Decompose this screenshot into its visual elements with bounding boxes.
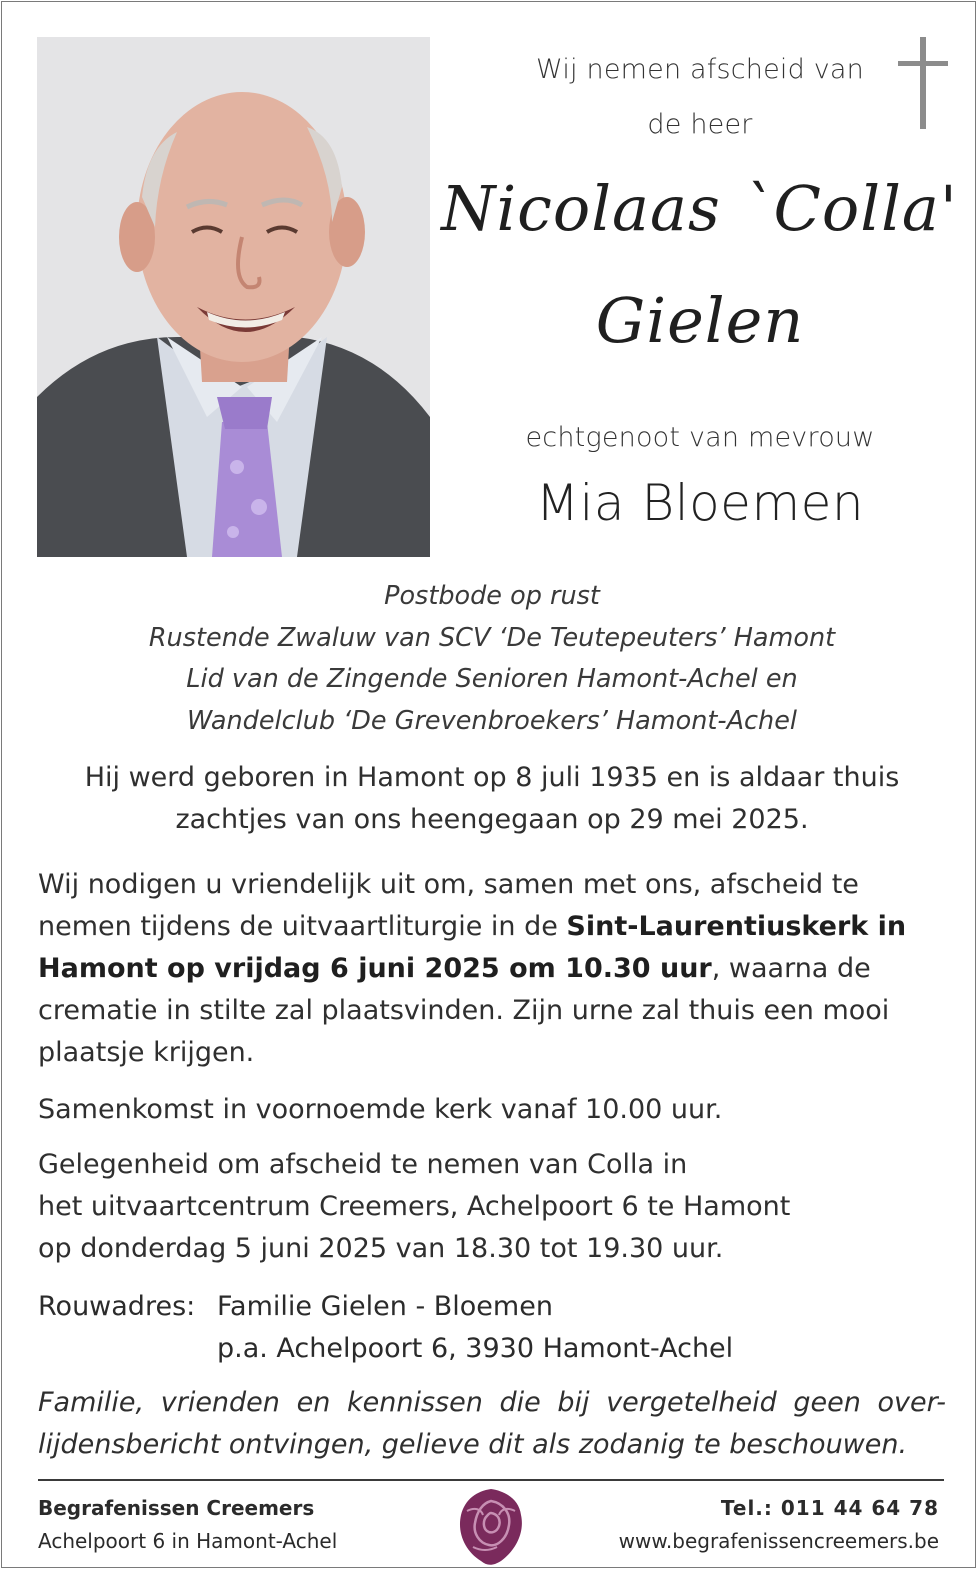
viewing-line: op donderdag 5 juni 2025 van 18.30 tot 19.30 uur.: [38, 1233, 724, 1264]
spouse-intro: echtgenoot van mevrouw: [525, 422, 875, 453]
birth-line: Hij werd geboren in Hamont op 8 juli 1935 en is aldaar thuis: [84, 762, 900, 793]
mourning-address-label: Rouwadres:: [38, 1291, 196, 1322]
service-date-time: Hamont op vrijdag 6 juni 2025 om 10.30 uur: [38, 953, 712, 984]
invitation-line: Wij nodigen u vriendelijk uit om, samen met ons, afscheid te: [38, 869, 859, 900]
invitation-paragraph: [38, 864, 938, 1074]
mourning-address-line: Familie Gielen - Bloemen: [217, 1291, 553, 1322]
birth-death-block: [42, 757, 942, 841]
mourning-address-line: p.a. Achelpoort 6, 3930 Hamont-Achel: [217, 1333, 734, 1364]
funeral-home-contact: [619, 1492, 939, 1558]
portrait-illustration: [37, 37, 430, 557]
footer-divider: [38, 1479, 944, 1481]
intro-line-2: de heer: [647, 109, 753, 140]
viewing-paragraph: [38, 1144, 938, 1270]
invitation-line: plaatsje krijgen.: [38, 1037, 255, 1068]
deceased-name-line-1: Nicolaas `Colla': [441, 172, 958, 245]
notice-line: Familie, vrienden en kennissen die bij vergetelheid geen over-: [38, 1387, 946, 1418]
invitation-line: [38, 948, 938, 990]
mourning-address: [217, 1286, 733, 1370]
invitation-text: nemen tijdens de uitvaartliturgie in de: [38, 911, 567, 942]
funeral-home-address: Achelpoort 6 in Hamont-Achel: [38, 1529, 338, 1553]
portrait-photo: [37, 37, 430, 557]
invitation-text: , waarna de: [711, 953, 871, 984]
church-name: Sint-Laurentiuskerk in: [566, 911, 907, 942]
intro-line-1: Wij nemen afscheid van: [536, 54, 864, 85]
funeral-home-info: [38, 1492, 337, 1558]
deceased-name-line-2: Gielen: [595, 284, 805, 357]
viewing-line: het uitvaartcentrum Creemers, Achelpoort 6 te Hamont: [38, 1191, 791, 1222]
titles-block: [42, 576, 942, 742]
notice-line: lijdensbericht ontvingen, gelieve dit als zodanig te beschouwen.: [38, 1429, 908, 1460]
viewing-line: Gelegenheid om afscheid te nemen van Colla in: [38, 1149, 688, 1180]
funeral-home-name: Begrafenissen Creemers: [38, 1496, 315, 1520]
obituary-card: [1, 1, 976, 1568]
spouse-name: Mia Bloemen: [535, 474, 865, 532]
title-line: Rustende Zwaluw van SCV ‘De Teutepeuters’ Hamont: [148, 622, 836, 653]
funeral-home-phone[interactable]: Tel.: 011 44 64 78: [720, 1496, 939, 1520]
funeral-home-website[interactable]: www.begrafenissencreemers.be: [618, 1529, 939, 1553]
rose-logo-icon: [453, 1485, 529, 1567]
gathering-line: Samenkomst in voornoemde kerk vanaf 10.00 uur.: [38, 1094, 723, 1125]
invitation-line: crematie in stilte zal plaatsvinden. Zijn urne zal thuis een mooi: [38, 995, 890, 1026]
title-line: Wandelclub ‘De Grevenbroekers’ Hamont-Achel: [187, 705, 797, 736]
title-line: Lid van de Zingende Senioren Hamont-Achel en: [186, 664, 798, 694]
title-line: Postbode op rust: [384, 581, 600, 611]
birth-line: zachtjes van ons heengegaan op 29 mei 2025.: [175, 804, 809, 835]
invitation-line: [38, 906, 938, 948]
notice-paragraph: [38, 1382, 946, 1466]
